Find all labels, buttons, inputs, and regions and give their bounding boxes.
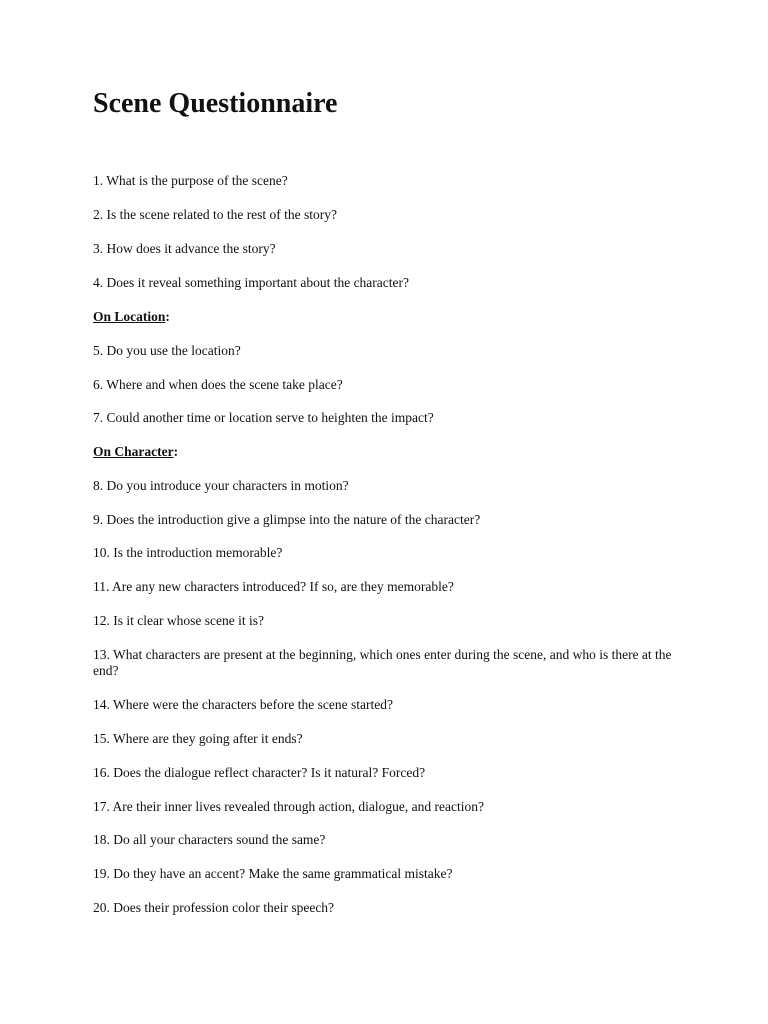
question-8: 8. Do you introduce your characters in motion? bbox=[93, 478, 349, 493]
question-19: 19. Do they have an accent? Make the same grammatical mistake? bbox=[93, 866, 453, 881]
question-3: 3. How does it advance the story? bbox=[93, 241, 276, 256]
question-1: 1. What is the purpose of the scene? bbox=[93, 173, 288, 188]
question-10: 10. Is the introduction memorable? bbox=[93, 545, 283, 560]
page-title: Scene Questionnaire bbox=[93, 88, 338, 119]
question-9: 9. Does the introduction give a glimpse into the nature of the character? bbox=[93, 512, 481, 527]
question-6: 6. Where and when does the scene take place? bbox=[93, 377, 343, 392]
question-17: 17. Are their inner lives revealed through action, dialogue, and reaction? bbox=[93, 799, 484, 814]
question-12: 12. Is it clear whose scene it is? bbox=[93, 613, 264, 628]
question-11: 11. Are any new characters introduced? If so, are they memorable? bbox=[93, 579, 454, 594]
question-18: 18. Do all your characters sound the same? bbox=[93, 832, 326, 847]
section-heading-character-colon: : bbox=[173, 444, 179, 459]
question-14: 14. Where were the characters before the scene started? bbox=[93, 697, 393, 712]
question-4: 4. Does it reveal something important about the character? bbox=[93, 275, 410, 290]
section-heading-location-colon: : bbox=[165, 309, 170, 324]
question-2: 2. Is the scene related to the rest of the story? bbox=[93, 207, 338, 222]
question-20: 20. Does their profession color their speech? bbox=[93, 900, 335, 915]
question-15: 15. Where are they going after it ends? bbox=[93, 731, 303, 746]
section-heading-location-text: On Location bbox=[93, 309, 166, 324]
section-heading-character bbox=[93, 444, 683, 460]
question-16: 16. Does the dialogue reflect character? Is it natural? Forced? bbox=[93, 765, 426, 780]
question-5: 5. Do you use the location? bbox=[93, 343, 241, 358]
section-heading-character-text: On Character bbox=[93, 444, 174, 459]
section-heading-location bbox=[93, 309, 683, 325]
question-13: 13. What characters are present at the beginning, which ones enter during the scene, and who is there at the end? bbox=[93, 647, 672, 678]
question-7: 7. Could another time or location serve to heighten the impact? bbox=[93, 410, 434, 425]
